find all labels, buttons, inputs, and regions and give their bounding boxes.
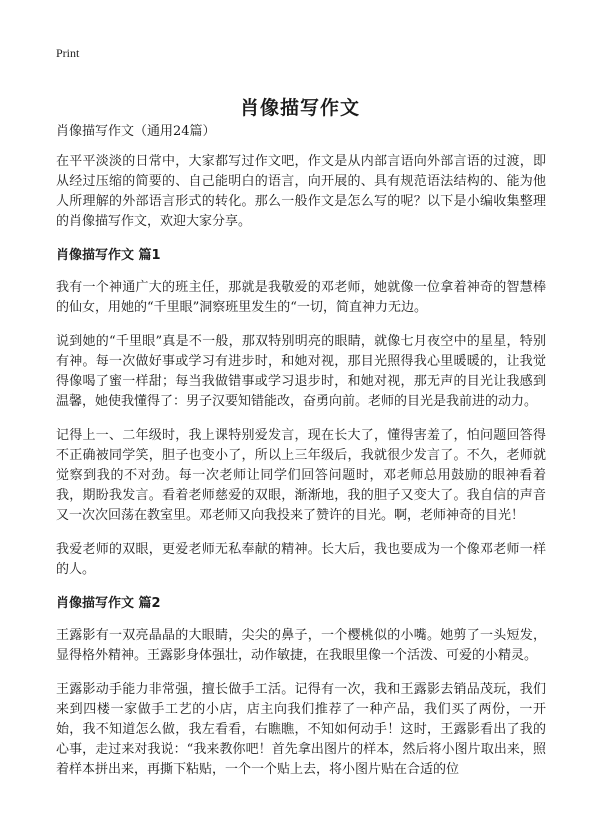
page-title: 肖像描写作文 [239,96,360,119]
section-paragraph: 我爱老师的双眼，更爱老师无私奉献的精神。长大后，我也要成为一个像邓老师一样的人。 [56,542,546,577]
section-heading: 肖像描写作文 篇1 [56,248,161,263]
section-paragraph: 说到她的“千里眼”真是不一般，那双特别明亮的眼睛，就像七月夜空中的星星，特别有神。每一次做好事或学习有进步时，和她对视，那目光照得我心里暖暖的，让我觉得像喝了蜜一样甜；每当我做错事或学习退步时，和她对视，那无声的目光让我感到温馨，她使我懂得了：男子汉要知错能改，奋勇向前。老师的目光是我前进的动力。 [56,334,546,409]
section-paragraph: 我有一个神通广大的班主任，那就是我敬爱的邓老师，她就像一位拿着神奇的智慧棒的仙女，用她的“千里眼”洞察班里发生的“一切，简直神力无边。 [56,280,546,315]
section-paragraph: 王露影有一双亮晶晶的大眼睛，尖尖的鼻子，一个樱桃似的小嘴。她剪了一头短发，显得格外精神。王露影身体强壮，动作敏捷，在我眼里像一个活泼、可爱的小精灵。 [56,628,546,663]
intro-paragraph: 在平平淡淡的日常中，大家都写过作文吧，作文是从内部言语向外部言语的过渡，即从经过压缩的简要的、自己能明白的语言，向开展的、具有规范语法结构的、能为他人所理解的外部语言形式的转化。那么一般作文是怎么写的呢？以下是小编收集整理的肖像描写作文，欢迎大家分享。 [56,154,546,229]
section-heading: 肖像描写作文 篇2 [56,596,161,611]
section-paragraph: 王露影动手能力非常强，擅长做手工活。记得有一次，我和王露影去销品茂玩，我们来到四楼一家做手工艺的小店，店主向我们推荐了一种产品，我们买了两份，一开始，我不知道怎么做，我左看看，右瞧瞧，不知如何动手！这时，王露影看出了我的心事，走过来对我说：“我来教你吧！首先拿出图片的样本，然后将小图片取出来，照着样本拼出来，再撕下粘贴，一个一个贴上去，将小图片贴在合适的位 [56,682,546,777]
section-paragraph: 记得上一、二年级时，我上课特别爱发言，现在长大了，懂得害羞了，怕问题回答得不正确被同学笑，胆子也变小了，所以上三年级后，我就很少发言了。不久，老师就觉察到我的不对劲。每一次老师让同学们回答问题时，邓老师总用鼓励的眼神看着我，期盼我发言。看着老师慈爱的双眼，渐渐地，我的胆子又变大了。我自信的声音又一次次回荡在教室里。邓老师又向我投来了赞许的目光。啊，老师神奇的目光！ [56,428,546,523]
article-body [56,122,546,794]
article-subtitle: 肖像描写作文（通用24篇） [56,124,216,139]
print-link[interactable]: Print [56,46,80,60]
